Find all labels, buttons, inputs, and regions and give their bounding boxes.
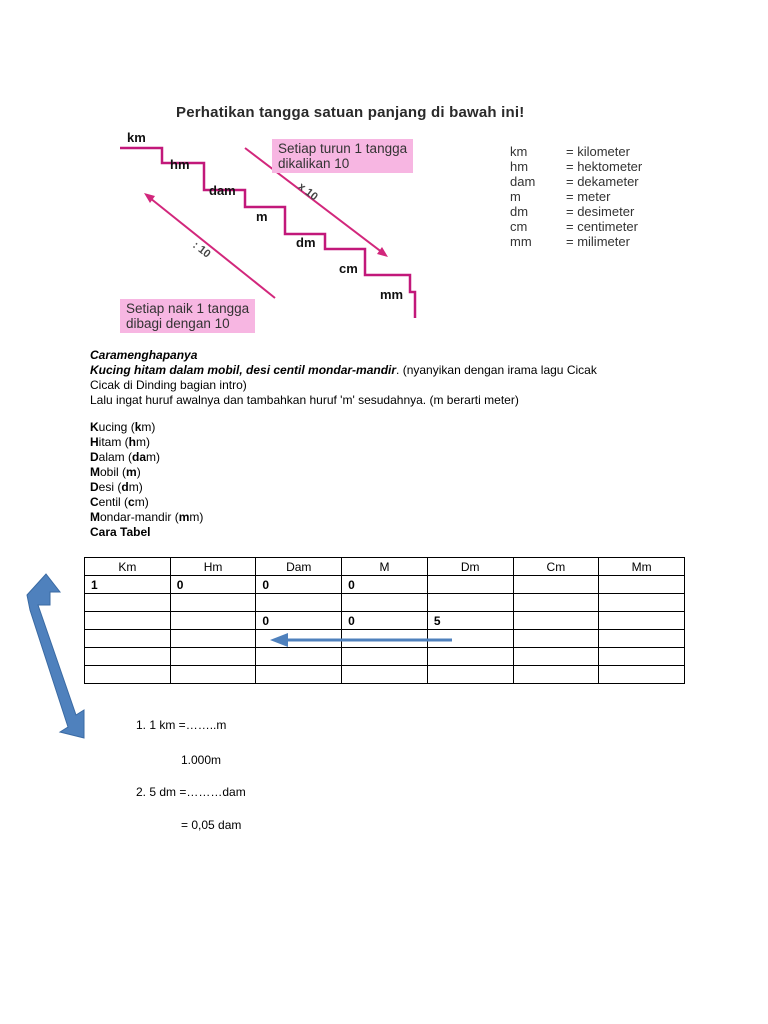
legend-row: dam = dekameter xyxy=(510,174,639,189)
mnemonic-note: . (nyanyikan dengan irama lagu Cicak xyxy=(396,363,597,377)
instruction-text: Lalu ingat huruf awalnya dan tambahkan huruf 'm' sesudahnya. (m berarti meter) xyxy=(90,393,519,407)
question-2: 2. 5 dm =………dam xyxy=(136,785,246,799)
word-list xyxy=(90,420,203,540)
down-rule-line-1: Setiap turun 1 tangga xyxy=(278,141,408,156)
word-item: Kucing (km) xyxy=(90,420,156,434)
figure-title: Perhatikan tangga satuan panjang di bawah ini! xyxy=(176,104,525,121)
word-item: Dalam (dam) xyxy=(90,450,161,464)
col-header: Hm xyxy=(170,558,256,576)
legend-row: cm = centimeter xyxy=(510,219,638,234)
col-header: Km xyxy=(85,558,171,576)
legend-row: km = kilometer xyxy=(510,144,630,159)
col-header: M xyxy=(342,558,428,576)
down-rule-line-2: dikalikan 10 xyxy=(278,156,350,171)
legend-row: hm = hektometer xyxy=(510,159,643,174)
legend-row: m = meter xyxy=(510,189,611,204)
table-heading: Cara Tabel xyxy=(90,525,151,539)
word-item: Desi (dm) xyxy=(90,480,143,494)
step-mm: mm xyxy=(380,287,404,302)
mnemonic-line xyxy=(90,363,678,378)
up-rule-line-2: dibagi dengan 10 xyxy=(126,316,230,331)
answer-2: = 0,05 dam xyxy=(181,818,242,832)
legend-row: dm = desimeter xyxy=(510,204,635,219)
table-cell: 0 xyxy=(256,612,342,630)
table-cell: 0 xyxy=(342,612,428,630)
left-arrow-head-icon xyxy=(270,633,288,647)
down-rule-box xyxy=(272,139,413,173)
word-item: Hitam (hm) xyxy=(90,435,151,449)
table-cell: 0 xyxy=(256,576,342,594)
table-cell: 1 xyxy=(85,576,171,594)
up-rule-box xyxy=(120,299,255,333)
word-item: Mobil (m) xyxy=(90,465,141,479)
col-header: Dam xyxy=(256,558,342,576)
answer-1: 1.000m xyxy=(181,753,222,767)
down-arrow-label: x 10 xyxy=(295,180,320,204)
table-cell: 5 xyxy=(427,612,513,630)
step-dm: dm xyxy=(296,235,316,250)
step-m: m xyxy=(256,209,268,224)
col-header: Cm xyxy=(513,558,599,576)
table-cell: 0 xyxy=(170,576,256,594)
table-cell: 0 xyxy=(342,576,428,594)
step-km: km xyxy=(127,130,146,145)
step-dam: dam xyxy=(209,183,236,198)
bent-double-arrow-icon xyxy=(27,574,84,738)
up-arrow-label: : 10 xyxy=(190,239,213,261)
word-item: Centil (cm) xyxy=(90,495,149,509)
col-header: Dm xyxy=(427,558,513,576)
step-cm: cm xyxy=(339,261,358,276)
section-heading: Caramenghapanya xyxy=(90,348,198,362)
mnemonic-note-2: Cicak di Dinding bagian intro) xyxy=(90,378,247,392)
unit-legend xyxy=(510,144,642,249)
up-rule-line-1: Setiap naik 1 tangga xyxy=(126,301,250,316)
legend-row: mm = milimeter xyxy=(510,234,630,249)
blue-arrows xyxy=(0,560,768,750)
question-1: 1. 1 km =……..m xyxy=(136,718,227,732)
mnemonic-text: Kucing hitam dalam mobil, desi centil mondar-mandir xyxy=(90,363,397,377)
word-item: Mondar-mandir (mm) xyxy=(90,510,204,524)
col-header: Mm xyxy=(599,558,685,576)
step-hm: hm xyxy=(170,157,190,172)
